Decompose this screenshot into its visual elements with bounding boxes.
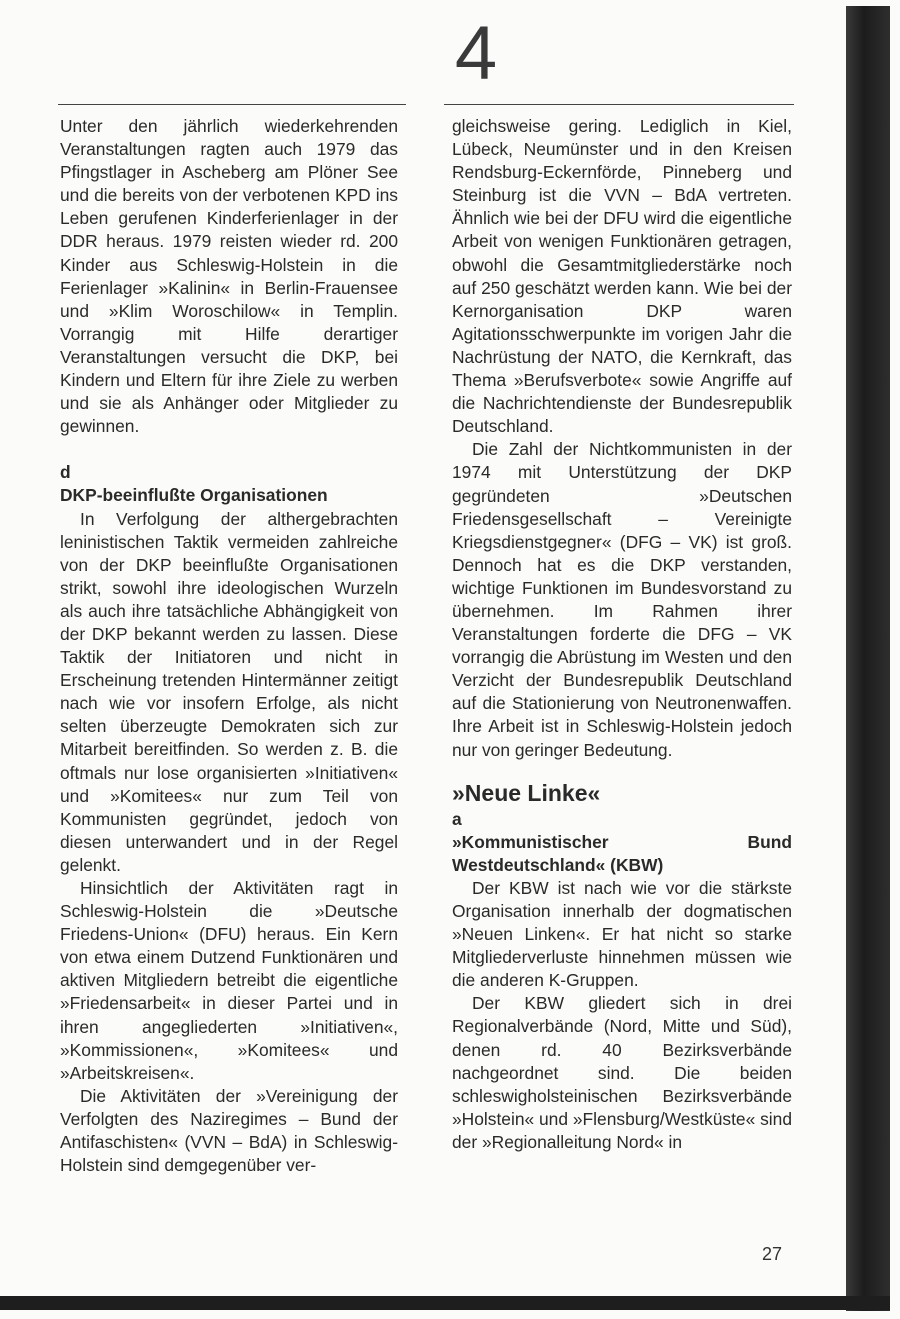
section-letter: d: [60, 462, 71, 483]
right-column: [452, 115, 792, 1154]
section-title: DKP-beeinflußte Organisationen: [60, 485, 328, 506]
chapter-number: 4: [454, 11, 498, 96]
paragraph: Der KBW ist nach wie vor die stärkste Organisation innerhalb der dogmatischen »Neuen Linken«. Er hat nicht so starke Mitgliederverluste hinnehmen müssen wie die anderen K-Gruppen.: [452, 877, 792, 991]
header-rule-right: [444, 104, 794, 105]
scan-edge-right: [846, 6, 890, 1311]
paragraph: Unter den jährlich wiederkehrenden Veranstaltungen ragten auch 1979 das Pfingstlager in Ascheberg am Plöner See und die bereits von der verbotenen KPD ins Leben gerufenen Kinderferienlager in der DDR heraus. 1979 reisten wieder rd. 200 Kinder aus Schleswig-Holstein in die Ferienlager »Kalinin« in Berlin-Frauensee und »Klim Woroschilow« in Templin. Vorrangig mit Hilfe derartiger Veranstaltungen versucht die DKP, bei Kindern und Eltern für ihre Ziele zu werben und sie als Anhänger oder Mitglieder zu gewinnen.: [60, 116, 398, 437]
paragraph: Der KBW gliedert sich in drei Regionalverbände (Nord, Mitte und Süd), denen rd. 40 Bezirksverbände nachgeordnet sind. Die beiden schleswigholsteinischen Bezirksverbände »Holstein« und »Flensburg/Westküste« sind der »Regionalleitung Nord« in: [452, 993, 792, 1152]
paragraph: gleichsweise gering. Lediglich in Kiel, Lübeck, Neumünster und in den Kreisen Rendsburg-Eckernförde, Pinneberg und Steinburg ist die VVN – BdA vertreten. Ähnlich wie bei der DFU wird die eigentliche Arbeit von wenigen Funktionären getragen, obwohl die Gesamtmitgliederstärke noch auf 250 geschätzt werden kann. Wie bei der Kernorganisation DKP waren Agitationsschwerpunkte im vorigen Jahr die Nachrüstung der NATO, die Kernkraft, das Thema »Berufsverbote« sowie Angriffe auf die Nachrichtendienste der Bundesrepublik Deutschland.: [452, 116, 792, 437]
chapter-heading: »Neue Linke«: [452, 779, 601, 806]
paragraph: Die Zahl der Nichtkommunisten in der 1974 mit Unterstützung der DKP gegründeten »Deutschen Friedensgesellschaft – Vereinigte Kriegsdienstgegner« (DFG – VK) ist groß. Dennoch hat es die DKP verstanden, wichtige Funktionen im Bundesvorstand zu übernehmen. Im Rahmen ihrer Veranstaltungen forderte die DFG – VK vorrangig die Abrüstung im Westen und den Verzicht der Bundesrepublik Deutschland auf die Stationierung von Neutronenwaffen. Ihre Arbeit ist in Schleswig-Holstein jedoch nur von geringer Bedeutung.: [452, 439, 792, 760]
section-title: »Kommunistischer Bund Westdeutschland« (KBW): [452, 831, 792, 875]
paragraph: In Verfolgung der althergebrachten leninistischen Taktik vermeiden zahlreiche von der DKP beeinflußte Organisationen strikt, sowohl ihre ideologischen Wurzeln als auch ihre tatsächliche Abhängigkeit von der DKP bekannt werden zu lassen. Diese Taktik der Initiatoren und nicht in Erscheinung tretenden Hintermänner zeitigt nach wie vor insofern Erfolge, als nicht selten überzeugte Demokraten sich zur Mitarbeit bereitfinden. So werden z. B. die oftmals nur lose organisierten »Initiativen« und »Komitees« nur zum Teil von Kommunisten gegründet, jedoch von diesen unterwandert und in der Regel gelenkt.: [60, 508, 398, 875]
left-column: [60, 115, 398, 1177]
paragraph: Die Aktivitäten der »Vereinigung der Verfolgten des Naziregimes – Bund der Antifaschisten« (VVN – BdA) in Schleswig-Holstein sind demgegenüber ver-: [60, 1085, 398, 1176]
header-rule-left: [58, 104, 406, 105]
section-letter: a: [452, 808, 462, 829]
paragraph: Hinsichtlich der Aktivitäten ragt in Schleswig-Holstein die »Deutsche Friedens-Union« (DFU) heraus. Ein Kern von etwa einem Dutzend Funktionären und aktiven Mitgliedern betreibt die eigentliche »Friedensarbeit« in dieser Partei und in ihren angegliederten »Initiativen«, »Kommissionen«, »Komitees« und »Arbeitskreisen«.: [60, 878, 398, 1083]
page-number: 27: [762, 1244, 783, 1264]
scan-edge-bottom: [0, 1296, 890, 1310]
